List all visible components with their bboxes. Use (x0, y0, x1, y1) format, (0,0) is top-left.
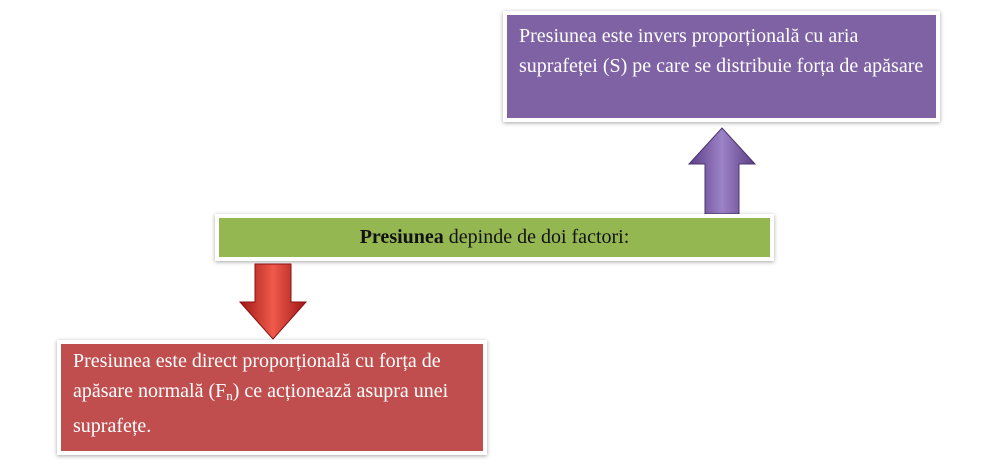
inverse-proportional-text: Presiunea este invers proporțională cu aria suprafeței (S) pe care se distribuie forța de apăsare (519, 25, 924, 77)
inverse-proportional-box (503, 11, 940, 122)
direct-proportional-box (57, 340, 487, 455)
arrow-down-icon (238, 262, 308, 342)
force-subscript: n (226, 388, 233, 403)
arrow-up-icon (687, 126, 757, 218)
center-bold-word: Presiunea (359, 226, 444, 248)
direct-text-end: ) ce acționează asupra unei suprafețe. (73, 380, 449, 437)
center-text: depinde de doi factori: (443, 226, 630, 248)
direct-text-start: Presiunea este direct proporțională cu forța de apăsare normală (F (73, 350, 441, 402)
center-factors-box (215, 214, 774, 261)
